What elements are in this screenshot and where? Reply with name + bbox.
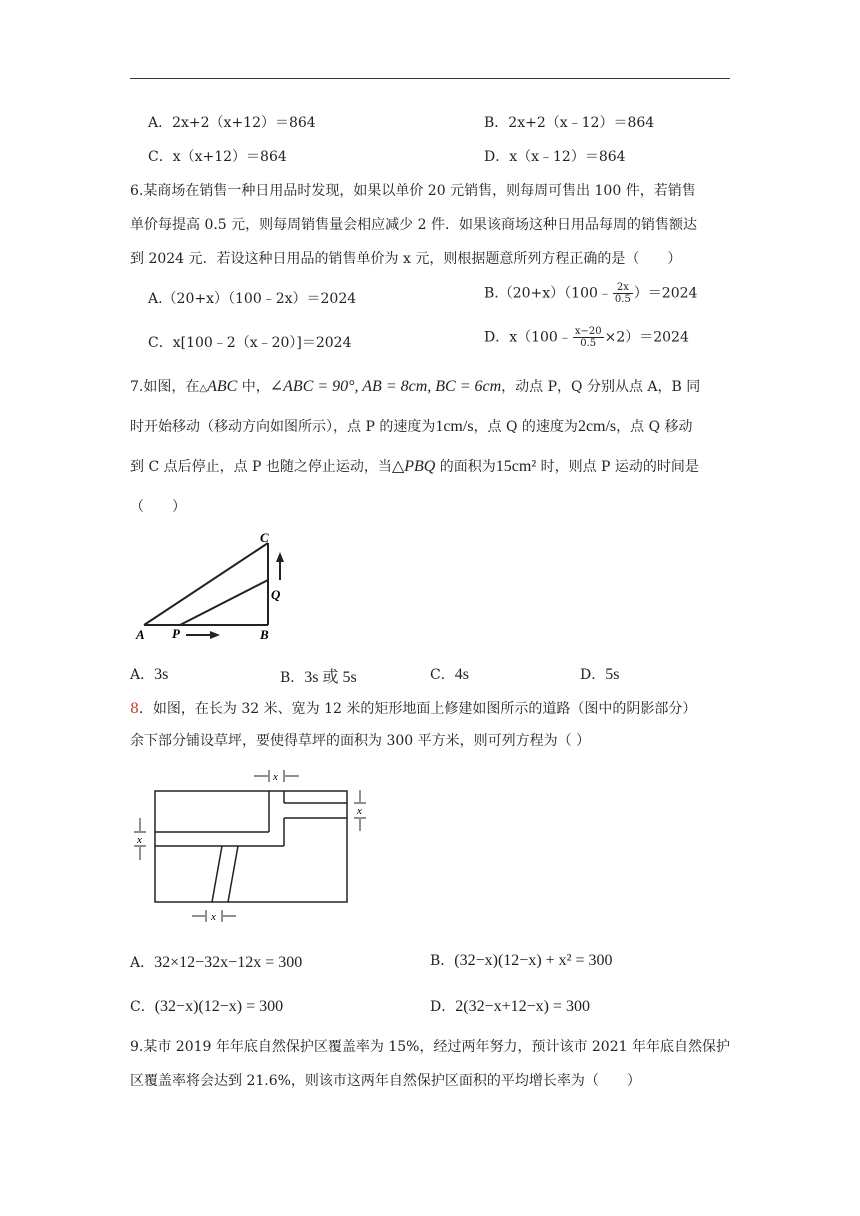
q7-text: ，点 Q 移动: [616, 419, 693, 435]
q7-speed-q: 2cm/s: [577, 418, 617, 435]
q7-answer-blank: （ ）: [130, 499, 186, 515]
q6-option-b-fraction: [613, 282, 633, 305]
option-letter: C．: [130, 999, 155, 1015]
q6-line-1: 6.某商场在销售一种日用品时发现，如果以单价 20 元销售，则每周可售出 100 件，若销售: [130, 183, 696, 199]
q5-option-b: B．2x+2（x﹣12）＝864: [484, 115, 655, 131]
option-equation: 2(32−x+12−x) = 300: [455, 998, 590, 1015]
fraction-denominator: 0.5: [614, 294, 631, 305]
q8-option-c: [130, 996, 283, 1016]
q7-text: ，点 Q 的速度为: [473, 419, 578, 435]
q8-option-a: [130, 952, 302, 972]
q8-option-b: [430, 950, 613, 970]
q7-triangle-figure: [130, 528, 290, 646]
q6-option-b-text: B.（20+x）（100﹣: [484, 285, 612, 302]
q7-option-a: [130, 664, 168, 684]
label-p: P: [172, 626, 180, 641]
q9-line-2: 区覆盖率将会达到 21.6%，则该市这两年自然保护区面积的平均增长率为（ ）: [130, 1073, 641, 1089]
option-letter: A．: [130, 955, 155, 971]
option-equation: (32−x)(12−x) = 300: [154, 998, 284, 1015]
q8-option-d: [430, 996, 590, 1016]
q5-option-c: C．x（x+12）＝864: [148, 149, 287, 165]
q7-text: ，动点 P，Q 分别从点 A，B 同: [501, 379, 701, 395]
q8-text: ．如图，在长为 32 米、宽为 12 米的矩形地面上修建如图所示的道路（图中的阴影部分）: [138, 701, 697, 717]
dim-label-x: x: [137, 834, 142, 846]
q7-text: 时开始移动（移动方向如图所示），点 P 的速度为: [130, 419, 436, 435]
dim-label-x: x: [211, 911, 216, 923]
q6-option-b: [484, 282, 697, 305]
option-value: 4s: [454, 666, 469, 683]
q7-line-3: [130, 456, 699, 476]
q7-text: 时，则点 P 运动的时间是: [536, 459, 699, 475]
dim-label-x: x: [357, 805, 362, 817]
segment-pq: [180, 580, 268, 625]
label-c: C: [260, 530, 269, 545]
q6-option-d-text: D．x（100﹣: [484, 329, 572, 346]
label-q: Q: [271, 587, 281, 602]
q7-triangle: △PBQ: [391, 458, 436, 475]
q6-option-c: C．x[100﹣2（x﹣20）]＝2024: [148, 335, 352, 351]
q7-text: 的面积为: [435, 459, 496, 475]
q7-text: 7.如图，在: [130, 379, 200, 395]
q7-line-1: [130, 376, 700, 396]
option-value: 3s: [154, 666, 169, 683]
road-edge: [228, 846, 238, 902]
option-letter: D．: [580, 667, 606, 683]
q7-text: 中，: [237, 379, 270, 395]
q6-option-a: A.（20+x）（100﹣2x）＝2024: [148, 291, 357, 307]
fraction-denominator: 0.5: [580, 338, 597, 349]
q8-line-2: 余下部分铺设草坪，要使得草坪的面积为 300 平方米，则可列方程为（ ）: [130, 733, 591, 749]
q5-option-d: D．x（x﹣12）＝864: [484, 149, 626, 165]
q7-condition: ∠ABC = 90°, AB = 8cm, BC = 6cm: [269, 378, 502, 395]
q6-option-b-tail: ）＝2024: [633, 285, 698, 302]
option-letter: B．: [280, 670, 305, 686]
fraction-numerator: 2x: [613, 282, 633, 294]
option-value: 5s: [605, 666, 620, 683]
option-value: 3s 或 5s: [304, 669, 357, 686]
option-equation: (32−x)(12−x) + x² = 300: [454, 952, 613, 969]
header-rule: [130, 78, 730, 79]
q7-option-c: [430, 664, 469, 684]
q5-option-a: A．2x+2（x+12）＝864: [148, 115, 316, 131]
q8-road-figure: [130, 762, 370, 930]
dim-label-x: x: [273, 771, 278, 783]
option-letter: A．: [130, 667, 155, 683]
road-edge: [212, 846, 222, 902]
option-letter: C．: [430, 667, 455, 683]
triangle-symbol: △: [199, 383, 208, 394]
q6-line-2: 单价每提高 0.5 元，则每周销售量会相应减少 2 件．如果该商场这种日用品每周的销售额达: [130, 217, 697, 233]
q7-area: 15cm²: [495, 458, 537, 475]
option-letter: D．: [430, 999, 456, 1015]
q9-line-1: 9.某市 2019 年年底自然保护区覆盖率为 15%，经过两年努力，预计该市 2021 年年底自然保护: [130, 1039, 730, 1055]
up-arrow-icon: [276, 552, 284, 562]
q7-speed-p: 1cm/s: [435, 418, 474, 435]
q6-option-d-tail: ×2）＝2024: [604, 329, 689, 346]
option-equation: 32×12−32x−12x = 300: [154, 954, 303, 971]
q7-line-2: [130, 416, 693, 436]
right-arrow-icon: [210, 631, 220, 639]
q7-option-d: [580, 664, 619, 684]
q7-text: 到 C 点后停止，点 P 也随之停止运动，当: [130, 459, 392, 475]
q6-option-d-fraction: [573, 326, 604, 349]
q6-line-3: 到 2024 元．若设这种日用品的销售单价为 x 元，则根据题意所列方程正确的是（ ）: [130, 251, 682, 267]
q8-line-1: [130, 698, 696, 718]
q8-number: 8: [130, 701, 139, 717]
q6-option-d: [484, 326, 689, 349]
q7-option-b: [280, 664, 357, 687]
label-a: A: [136, 627, 145, 642]
label-b: B: [260, 627, 269, 642]
fraction-numerator: x−20: [574, 326, 602, 337]
option-letter: B．: [430, 953, 455, 969]
q7-math: ABC: [207, 378, 238, 395]
